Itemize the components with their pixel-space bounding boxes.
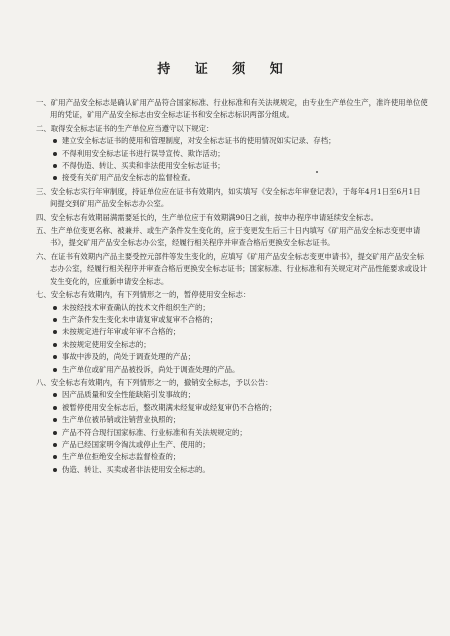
section-item-list — [36, 302, 428, 376]
notice-section — [36, 212, 428, 224]
section-list-item: 不得利用安全标志证书进行误导宣传、欺诈活动； — [36, 148, 428, 160]
section-heading: 六、在证书有效期内产品主要受控元部件等发生变化的，应填写《矿用产品安全标志变更申请书》，提交矿用产品安全标志办公室，经履行相关程序并审查合格后更换安全标志证书；国家标准、行业标准和有关规定对产品性能要求或设计发生变化的，应重新申请安全标志。 — [36, 251, 427, 286]
section-list-item: 产品不符合现行国家标准、行业标准和有关法规规定的； — [36, 427, 428, 439]
section-list-item: 伪造、转让、买卖或者非法使用安全标志的。 — [36, 464, 428, 476]
section-list-item: 生产单位被吊销或注销营业执照的； — [36, 414, 428, 426]
notice-body — [36, 97, 428, 477]
section-list-item: 未按规定使用安全标志的； — [36, 339, 428, 351]
notice-section — [36, 377, 428, 476]
section-item-list — [36, 389, 428, 476]
section-list-item: 事故中涉及的，尚处于调查处理的产品； — [36, 351, 428, 363]
section-heading: 五、生产单位变更名称、被兼并、或生产条件发生变化的，应于变更发生后三十日内填写《矿用产品安全标志变更申请书》，提交矿用产品安全标志办公室，经履行相关程序并审查合格后更换安全标志证书。 — [36, 226, 421, 248]
section-heading: 一、矿用产品安全标志是确认矿用产品符合国家标准、行业标准和有关法规规定，由专业生产单位生产，准许使用单位使用的凭证，矿用产品安全标志由安全标志证书和安全标志标识两部分组成。 — [36, 98, 428, 120]
section-list-item: 产品已经国家明令淘汰或停止生产、使用的； — [36, 439, 428, 451]
section-list-item: 生产单位拒绝安全标志监督检查的； — [36, 451, 428, 463]
notice-section — [36, 97, 428, 122]
notice-section — [36, 289, 428, 376]
section-list-item: 建立安全标志证书的使用和管理制度，对安全标志证书的使用情况如实记录、存档； — [36, 135, 428, 147]
notice-section — [36, 225, 428, 250]
section-list-item: 生产条件发生变化未申请复审或复审不合格的； — [36, 314, 428, 326]
notice-section — [36, 123, 428, 185]
section-list-item: 不得伪造、转让、买卖和非法使用安全标志证书； — [36, 160, 428, 172]
section-heading: 七、安全标志有效期内，有下列情形之一的，暂停使用安全标志： — [36, 290, 251, 300]
section-heading: 八、安全标志有效期内，有下列情形之一的，撤销安全标志，予以公告： — [36, 377, 273, 387]
section-heading: 二、取得安全标志证书的生产单位应当遵守以下规定： — [36, 123, 214, 133]
section-heading: 三、安全标志实行年审制度，持证单位应在证书有效期内，如实填写《安全标志年审登记表》，于每年4月1日至6月1日间提交到矿用产品安全标志办公室。 — [36, 186, 421, 209]
section-list-item: 未按经技术审查确认的技术文件组织生产的； — [36, 302, 428, 314]
ink-dot — [316, 171, 318, 173]
notice-section — [36, 186, 428, 211]
section-list-item: 未按规定进行年审或年审不合格的； — [36, 326, 428, 338]
section-heading: 四、安全标志有效期届满需要延长的，生产单位应于有效期满90日之前，按申办程序申请延续安全标志。 — [36, 212, 378, 222]
section-list-item: 被暂停使用安全标志后，整改期满未经复审或经复审仍不合格的； — [36, 402, 428, 414]
notice-section — [36, 251, 428, 288]
section-list-item: 接受有关矿用产品安全标志的监督检查。 — [36, 172, 428, 184]
section-list-item: 因产品质量和安全性能缺陷引发事故的； — [36, 389, 428, 401]
page-title: 持 证 须 知 — [157, 62, 293, 77]
section-item-list — [36, 135, 428, 185]
section-list-item: 生产单位或矿用产品被投诉，尚处于调查处理的产品。 — [36, 364, 428, 376]
